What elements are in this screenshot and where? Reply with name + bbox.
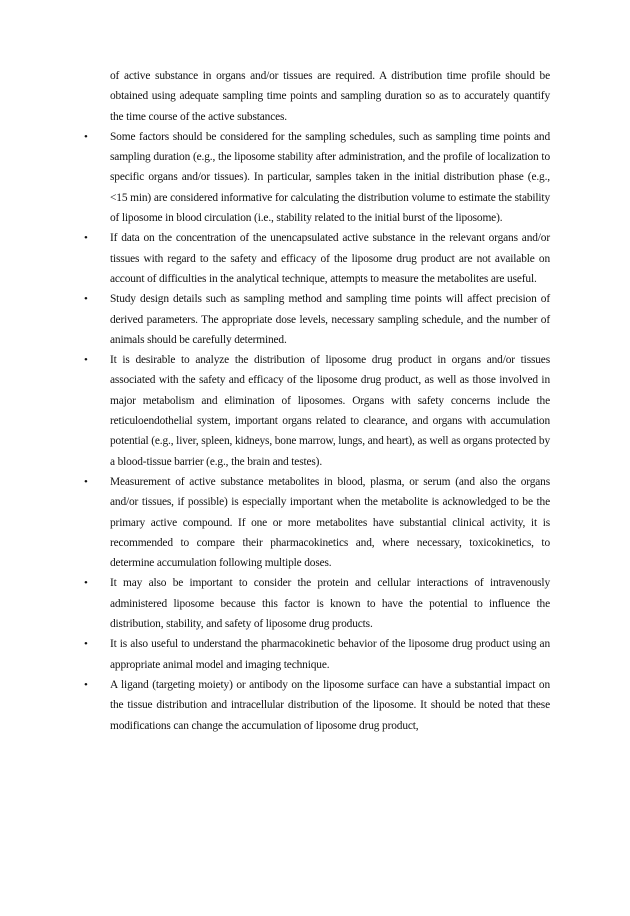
list-item-text: It may also be important to consider the protein and cellular interactions of intravenously administered liposome because this factor is known to have the potential to influence the distribution, stability, and safety of liposome drug products. — [110, 577, 550, 631]
bullet-icon: • — [84, 475, 88, 488]
list-item — [84, 634, 550, 675]
list-item-text: Study design details such as sampling method and sampling time points will affect precision of derived parameters. The appropriate dose levels, necessary sampling schedule, and the number of animals should be carefully determined. — [110, 293, 550, 346]
list-item — [84, 573, 550, 634]
bullet-icon: • — [84, 354, 88, 367]
bullet-icon: • — [84, 678, 88, 691]
list-item — [84, 228, 550, 289]
bullet-icon: • — [84, 130, 88, 143]
list-item — [84, 350, 550, 472]
list-item — [84, 289, 550, 350]
list-item — [84, 127, 550, 228]
continuation-paragraph: of active substance in organs and/or tissues are required. A distribution time profile should be obtained using adequate sampling time points and sampling duration so as to accurately quantify the time course of the active substances. — [110, 70, 550, 123]
bullet-icon: • — [84, 638, 88, 651]
list-item-text: Measurement of active substance metabolites in blood, plasma, or serum (and also the organs and/or tissues, if possible) is especially important when the metabolite is acknowledged to be the primary active compound. If one or more metabolites have substantial clinical activity, it is recommended to compare their pharmacokinetics and, where necessary, toxicokinetics, to determine accumulation following multiple doses. — [110, 475, 550, 570]
list-item-text: It is desirable to analyze the distribution of liposome drug product in organs and/or tissues associated with the safety and efficacy of the liposome drug product, as well as those involved in major metabolism and elimination of liposomes. Organs with safety concerns include the reticuloendothelial system, important organs related to clearance, and organs with accumulation potential (e.g., liver, spleen, kidneys, bone marrow, lungs, and heart), as well as organs protected by a blood-tissue barrier (e.g., the brain and testes). — [110, 354, 550, 468]
list-item-text: If data on the concentration of the unencapsulated active substance in the relevant organs and/or tissues with regard to the safety and efficacy of the liposome drug product are not available on account of difficulties in the analytical technique, attempts to measure the metabolites are useful. — [110, 232, 550, 285]
list-item-text: It is also useful to understand the pharmacokinetic behavior of the liposome drug product using an appropriate animal model and imaging technique. — [110, 638, 550, 671]
document-body — [84, 66, 550, 736]
list-item — [84, 675, 550, 736]
list-item-text: Some factors should be considered for the sampling schedules, such as sampling time points and sampling duration (e.g., the liposome stability after administration, and the profile of localization to specific organs and/or tissues). In particular, samples taken in the initial distribution phase (e.g., <15 min) are considered informative for calculating the distribution volume to estimate the stability of liposome in blood circulation (i.e., stability related to the initial burst of the liposome). — [110, 130, 550, 225]
bullet-icon: • — [84, 293, 88, 306]
bullet-list — [84, 127, 550, 736]
bullet-icon: • — [84, 577, 88, 590]
list-item-text: A ligand (targeting moiety) or antibody on the liposome surface can have a substantial impact on the tissue distribution and intracellular distribution of the liposome. It should be noted that these modifications can change the accumulation of liposome drug product, — [110, 678, 550, 732]
list-item — [84, 472, 550, 573]
bullet-icon: • — [84, 232, 88, 245]
